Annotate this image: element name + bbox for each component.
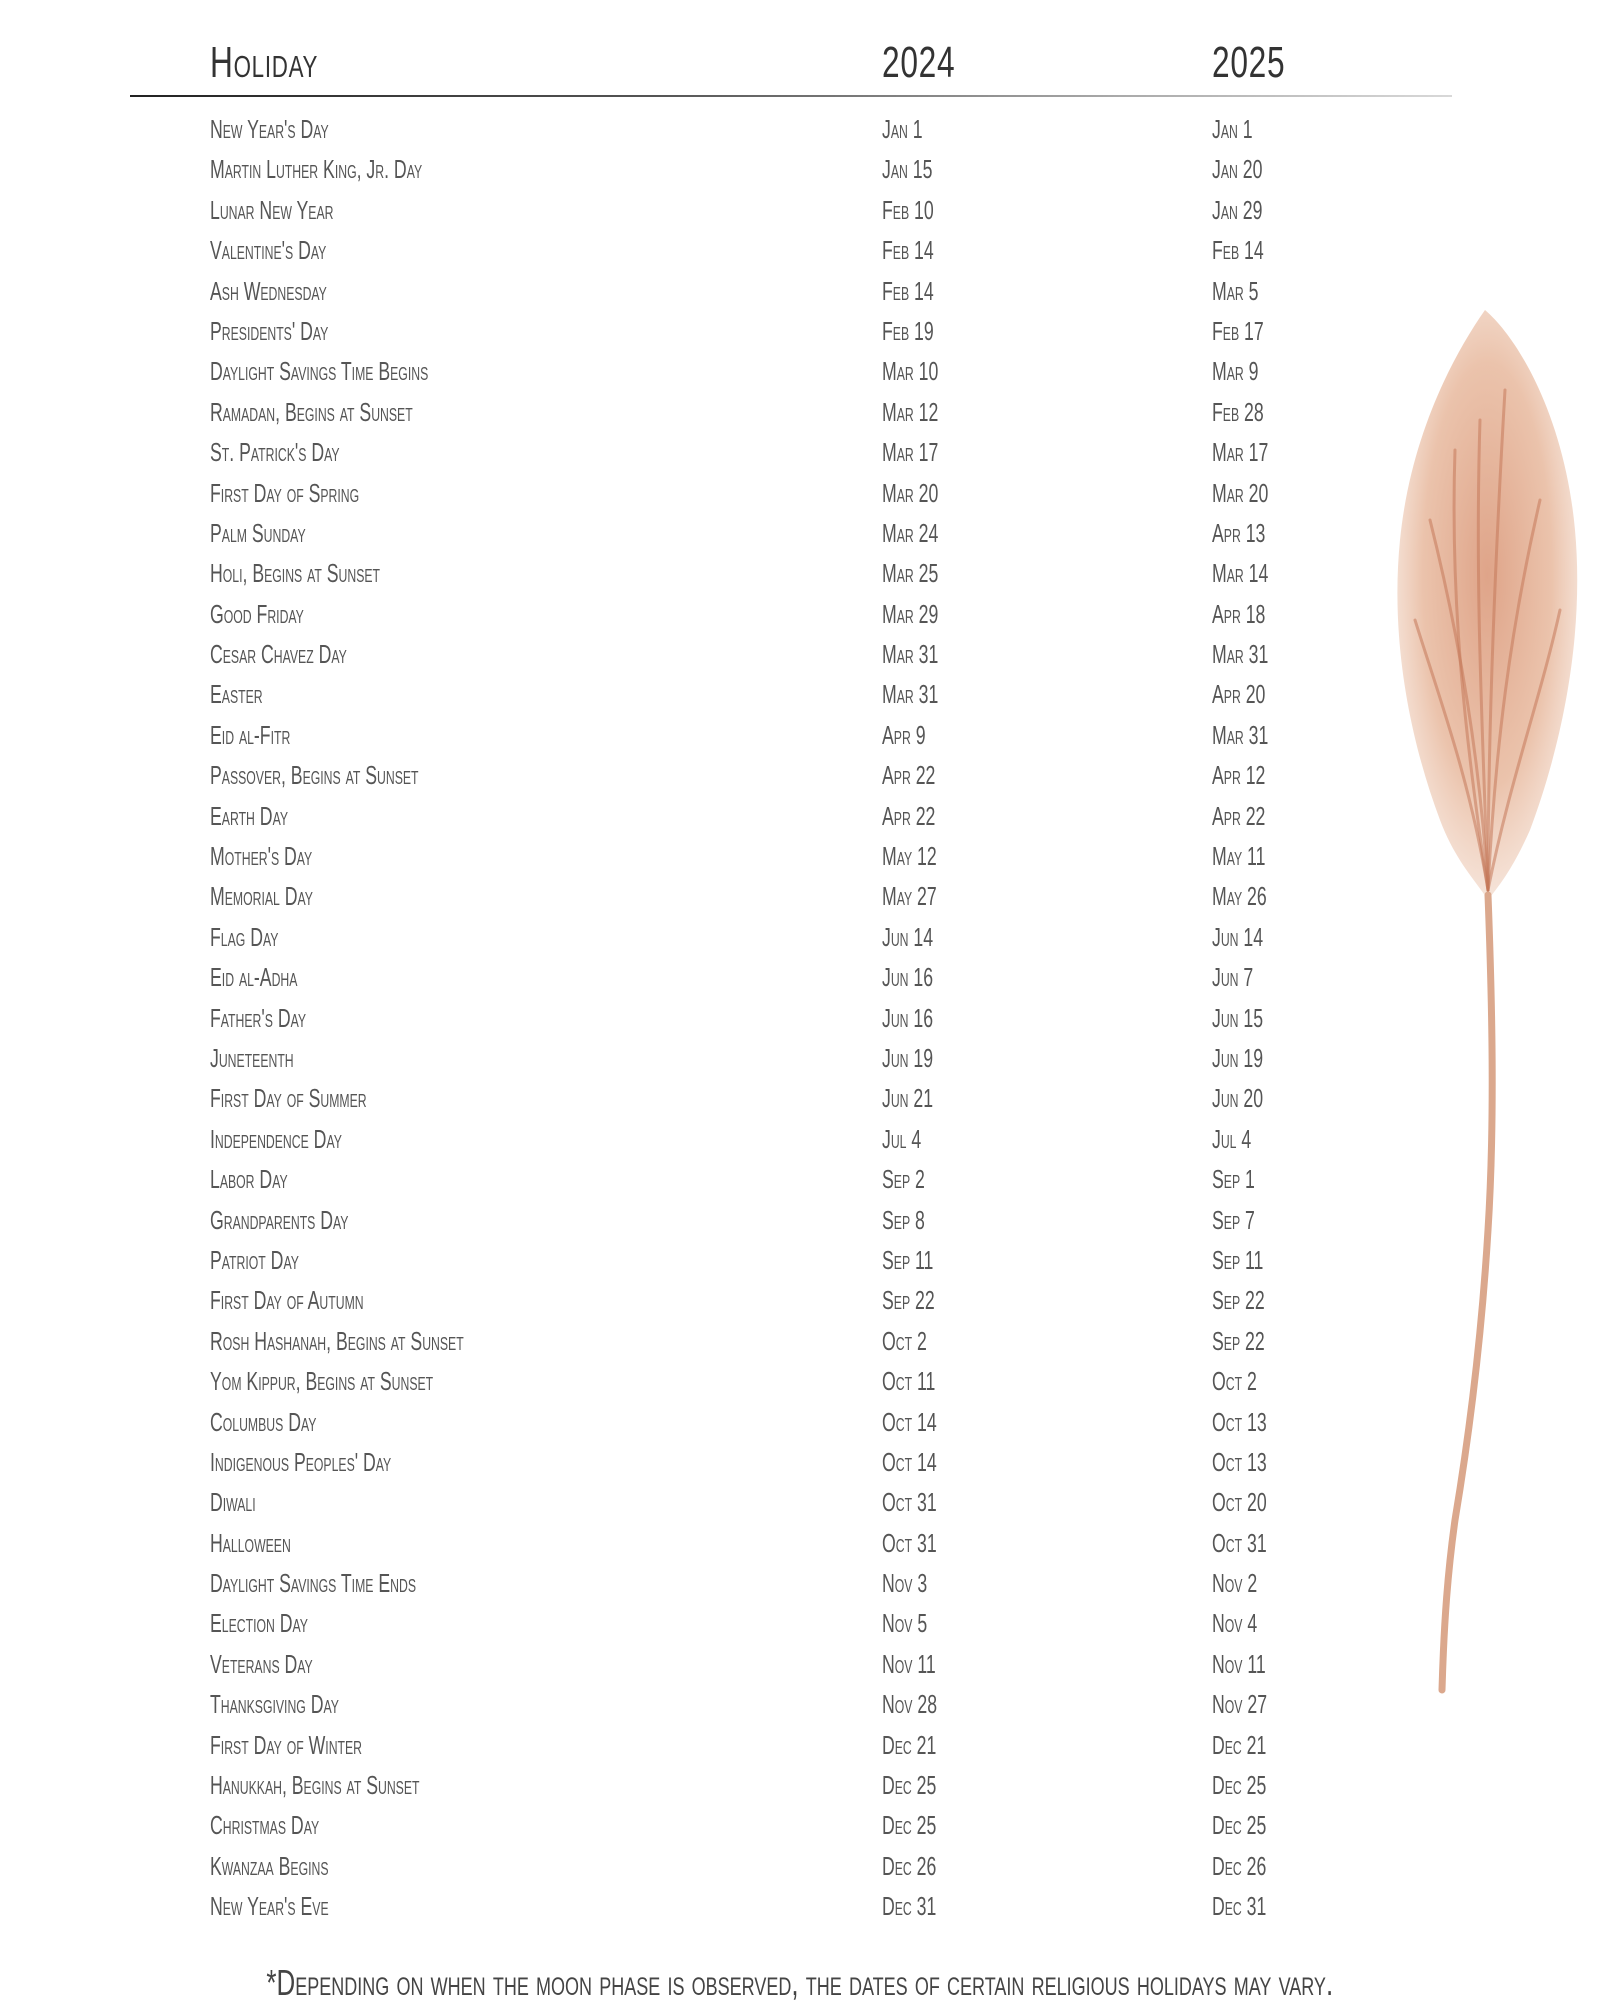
date-2025: Nov 11 bbox=[1212, 1648, 1266, 1679]
holiday-name: Thanksgiving Day bbox=[210, 1689, 339, 1720]
date-2024: Jun 19 bbox=[882, 1042, 934, 1073]
table-row bbox=[210, 593, 1310, 633]
holiday-name: Patriot Day bbox=[210, 1244, 299, 1275]
date-2024: Mar 17 bbox=[882, 437, 939, 468]
date-2024: Dec 31 bbox=[882, 1891, 937, 1922]
date-2024: Oct 31 bbox=[882, 1527, 937, 1558]
table-row bbox=[210, 1199, 1310, 1239]
date-2025: Apr 18 bbox=[1212, 598, 1266, 629]
table-row bbox=[210, 1602, 1310, 1642]
date-2025: Jan 1 bbox=[1212, 114, 1253, 144]
table-row bbox=[210, 673, 1310, 713]
table-row bbox=[210, 1481, 1310, 1521]
table-row bbox=[210, 1360, 1310, 1400]
holiday-name: First Day of Summer bbox=[210, 1083, 367, 1114]
date-2024: Oct 2 bbox=[882, 1325, 927, 1356]
table-row bbox=[210, 1279, 1310, 1319]
date-2025: Jun 20 bbox=[1212, 1083, 1264, 1114]
holiday-name: Juneteenth bbox=[210, 1042, 294, 1073]
date-2025: Jun 15 bbox=[1212, 1002, 1264, 1033]
date-2024: Apr 9 bbox=[882, 719, 926, 750]
date-2025: Mar 9 bbox=[1212, 356, 1259, 387]
header-holiday: Holiday bbox=[210, 38, 319, 87]
holiday-name: New Year's Eve bbox=[210, 1891, 329, 1922]
header-year-2025: 2025 bbox=[1212, 38, 1286, 87]
date-2025: Dec 26 bbox=[1212, 1850, 1267, 1881]
date-2024: Apr 22 bbox=[882, 760, 936, 791]
holiday-name: St. Patrick's Day bbox=[210, 437, 340, 468]
footnote bbox=[0, 1962, 1600, 2004]
date-2024: Nov 5 bbox=[882, 1608, 928, 1639]
header-divider bbox=[130, 95, 1452, 97]
table-row bbox=[210, 472, 1310, 512]
holiday-name: Valentine's Day bbox=[210, 235, 327, 266]
table-row bbox=[210, 108, 1310, 148]
date-2024: Oct 14 bbox=[882, 1446, 937, 1477]
table-header bbox=[130, 38, 1450, 100]
date-2024: Mar 31 bbox=[882, 679, 939, 710]
date-2025: Oct 13 bbox=[1212, 1446, 1267, 1477]
date-2024: Sep 2 bbox=[882, 1164, 925, 1195]
holiday-name: Ash Wednesday bbox=[210, 275, 327, 306]
date-2024: Feb 10 bbox=[882, 194, 934, 225]
date-2025: Apr 13 bbox=[1212, 517, 1266, 548]
holiday-name: Palm Sunday bbox=[210, 517, 306, 548]
table-row bbox=[210, 916, 1310, 956]
date-2024: Nov 28 bbox=[882, 1689, 938, 1720]
table-row bbox=[210, 431, 1310, 471]
holiday-name: New Year's Day bbox=[210, 114, 329, 144]
date-2025: Oct 31 bbox=[1212, 1527, 1267, 1558]
holiday-name: Passover, Begins at Sunset bbox=[210, 760, 419, 791]
date-2024: Mar 10 bbox=[882, 356, 939, 387]
table-row bbox=[210, 270, 1310, 310]
date-2025: Jul 4 bbox=[1212, 1123, 1252, 1154]
table-row bbox=[210, 956, 1310, 996]
date-2025: Jun 14 bbox=[1212, 921, 1264, 952]
holiday-name: Eid al-Adha bbox=[210, 962, 298, 993]
date-2025: Mar 31 bbox=[1212, 719, 1269, 750]
date-2025: Oct 2 bbox=[1212, 1366, 1257, 1397]
holiday-name: Independence Day bbox=[210, 1123, 342, 1154]
date-2025: Sep 22 bbox=[1212, 1285, 1265, 1316]
holiday-name: Veterans Day bbox=[210, 1648, 313, 1679]
holiday-name: Earth Day bbox=[210, 800, 288, 831]
holiday-name: Good Friday bbox=[210, 598, 304, 629]
date-2024: Mar 24 bbox=[882, 517, 939, 548]
date-2024: Dec 25 bbox=[882, 1770, 937, 1801]
holiday-name: Kwanzaa Begins bbox=[210, 1850, 329, 1881]
table-row bbox=[210, 714, 1310, 754]
date-2024: Nov 3 bbox=[882, 1568, 928, 1599]
date-2024: Mar 12 bbox=[882, 396, 939, 427]
table-row bbox=[210, 310, 1310, 350]
table-row bbox=[210, 1764, 1310, 1804]
table-row bbox=[210, 1118, 1310, 1158]
table-row bbox=[210, 1845, 1310, 1885]
holiday-name: Mother's Day bbox=[210, 841, 313, 872]
date-2025: Oct 20 bbox=[1212, 1487, 1267, 1518]
table-row bbox=[210, 835, 1310, 875]
date-2024: Feb 14 bbox=[882, 235, 934, 266]
date-2024: Jan 15 bbox=[882, 154, 933, 185]
table-row bbox=[210, 1643, 1310, 1683]
date-2024: Sep 22 bbox=[882, 1285, 935, 1316]
date-2025: May 26 bbox=[1212, 881, 1267, 912]
date-2024: Jun 14 bbox=[882, 921, 934, 952]
table-row bbox=[210, 350, 1310, 390]
table-row bbox=[210, 1885, 1310, 1925]
holiday-name: Flag Day bbox=[210, 921, 279, 952]
holiday-name: Eid al-Fitr bbox=[210, 719, 291, 750]
date-2025: Jan 20 bbox=[1212, 154, 1263, 185]
date-2025: Apr 22 bbox=[1212, 800, 1266, 831]
table-row bbox=[210, 148, 1310, 188]
date-2025: Dec 25 bbox=[1212, 1810, 1267, 1841]
holiday-name: Rosh Hashanah, Begins at Sunset bbox=[210, 1325, 464, 1356]
holiday-name: Yom Kippur, Begins at Sunset bbox=[210, 1366, 434, 1397]
holiday-name: Cesar Chavez Day bbox=[210, 639, 347, 670]
table-row bbox=[210, 875, 1310, 915]
holiday-name: Memorial Day bbox=[210, 881, 313, 912]
table-row bbox=[210, 754, 1310, 794]
pampas-plume-illustration bbox=[1370, 300, 1600, 1720]
table-row bbox=[210, 1077, 1310, 1117]
header-year-2024: 2024 bbox=[882, 38, 956, 87]
date-2024: Sep 8 bbox=[882, 1204, 925, 1235]
date-2024: Jun 16 bbox=[882, 1002, 934, 1033]
date-2024: Mar 31 bbox=[882, 639, 939, 670]
table-row bbox=[210, 1724, 1310, 1764]
date-2025: Nov 2 bbox=[1212, 1568, 1258, 1599]
holiday-name: Martin Luther King, Jr. Day bbox=[210, 154, 423, 185]
table-row bbox=[210, 1158, 1310, 1198]
date-2024: Sep 11 bbox=[882, 1244, 934, 1275]
holiday-name: Hanukkah, Begins at Sunset bbox=[210, 1770, 420, 1801]
date-2025: Mar 5 bbox=[1212, 275, 1259, 306]
holiday-name: Holi, Begins at Sunset bbox=[210, 558, 381, 589]
date-2025: Jun 7 bbox=[1212, 962, 1254, 993]
holiday-name: Christmas Day bbox=[210, 1810, 320, 1841]
table-row bbox=[210, 189, 1310, 229]
date-2024: Jun 16 bbox=[882, 962, 934, 993]
date-2024: Jan 1 bbox=[882, 114, 923, 144]
table-row bbox=[210, 391, 1310, 431]
table-row bbox=[210, 229, 1310, 269]
date-2024: Dec 26 bbox=[882, 1850, 937, 1881]
date-2024: Jun 21 bbox=[882, 1083, 934, 1114]
holiday-name: First Day of Spring bbox=[210, 477, 360, 508]
holiday-name: Daylight Savings Time Begins bbox=[210, 356, 429, 387]
table-row bbox=[210, 1239, 1310, 1279]
holiday-name: First Day of Autumn bbox=[210, 1285, 364, 1316]
date-2024: Mar 29 bbox=[882, 598, 939, 629]
date-2025: Jan 29 bbox=[1212, 194, 1263, 225]
table-row bbox=[210, 633, 1310, 673]
table-row bbox=[210, 1401, 1310, 1441]
date-2025: Jun 19 bbox=[1212, 1042, 1264, 1073]
date-2025: Feb 17 bbox=[1212, 315, 1264, 346]
date-2025: Sep 1 bbox=[1212, 1164, 1255, 1195]
date-2025: Dec 31 bbox=[1212, 1891, 1267, 1922]
holiday-name: Father's Day bbox=[210, 1002, 307, 1033]
date-2024: Feb 19 bbox=[882, 315, 934, 346]
date-2025: Feb 14 bbox=[1212, 235, 1264, 266]
table-row bbox=[210, 1522, 1310, 1562]
date-2025: Sep 7 bbox=[1212, 1204, 1255, 1235]
date-2025: May 11 bbox=[1212, 841, 1266, 872]
footnote-text: *Depending on when the moon phase is observed, the dates of certain religious holidays may vary. bbox=[266, 1962, 1334, 2003]
date-2025: Feb 28 bbox=[1212, 396, 1264, 427]
table-row bbox=[210, 552, 1310, 592]
table-row bbox=[210, 512, 1310, 552]
date-2024: Apr 22 bbox=[882, 800, 936, 831]
table-row bbox=[210, 1804, 1310, 1844]
date-2025: Mar 20 bbox=[1212, 477, 1269, 508]
table-row bbox=[210, 1562, 1310, 1602]
date-2025: Dec 21 bbox=[1212, 1729, 1267, 1760]
date-2025: Nov 27 bbox=[1212, 1689, 1268, 1720]
date-2024: May 27 bbox=[882, 881, 937, 912]
date-2024: Feb 14 bbox=[882, 275, 934, 306]
table-row bbox=[210, 1683, 1310, 1723]
date-2024: Dec 25 bbox=[882, 1810, 937, 1841]
table-row bbox=[210, 1320, 1310, 1360]
holiday-name: Indigenous Peoples' Day bbox=[210, 1446, 392, 1477]
holiday-name: Election Day bbox=[210, 1608, 308, 1639]
date-2024: Nov 11 bbox=[882, 1648, 936, 1679]
date-2025: Mar 17 bbox=[1212, 437, 1269, 468]
holiday-name: Daylight Savings Time Ends bbox=[210, 1568, 416, 1599]
date-2025: Sep 22 bbox=[1212, 1325, 1265, 1356]
holiday-name: First Day of Winter bbox=[210, 1729, 363, 1760]
holiday-name: Lunar New Year bbox=[210, 194, 334, 225]
plume-stem bbox=[1442, 895, 1492, 1690]
date-2024: Jul 4 bbox=[882, 1123, 922, 1154]
date-2025: Sep 11 bbox=[1212, 1244, 1264, 1275]
date-2025: Apr 12 bbox=[1212, 760, 1266, 791]
holiday-name: Labor Day bbox=[210, 1164, 288, 1195]
date-2024: Mar 25 bbox=[882, 558, 939, 589]
date-2024: Dec 21 bbox=[882, 1729, 937, 1760]
holiday-table bbox=[210, 108, 1310, 1926]
date-2025: Mar 14 bbox=[1212, 558, 1269, 589]
holiday-name: Easter bbox=[210, 679, 263, 710]
date-2024: May 12 bbox=[882, 841, 937, 872]
date-2025: Apr 20 bbox=[1212, 679, 1266, 710]
date-2025: Nov 4 bbox=[1212, 1608, 1258, 1639]
table-row bbox=[210, 1441, 1310, 1481]
holiday-name: Ramadan, Begins at Sunset bbox=[210, 396, 413, 427]
date-2024: Mar 20 bbox=[882, 477, 939, 508]
holiday-name: Diwali bbox=[210, 1487, 256, 1518]
date-2024: Oct 14 bbox=[882, 1406, 937, 1437]
table-row bbox=[210, 1037, 1310, 1077]
table-row bbox=[210, 795, 1310, 835]
date-2025: Oct 13 bbox=[1212, 1406, 1267, 1437]
holiday-name: Grandparents Day bbox=[210, 1204, 349, 1235]
holiday-name: Halloween bbox=[210, 1527, 291, 1558]
date-2025: Dec 25 bbox=[1212, 1770, 1267, 1801]
date-2024: Oct 31 bbox=[882, 1487, 937, 1518]
date-2024: Oct 11 bbox=[882, 1366, 936, 1397]
table-row bbox=[210, 997, 1310, 1037]
holiday-name: Columbus Day bbox=[210, 1406, 317, 1437]
holiday-name: Presidents' Day bbox=[210, 315, 329, 346]
date-2025: Mar 31 bbox=[1212, 639, 1269, 670]
